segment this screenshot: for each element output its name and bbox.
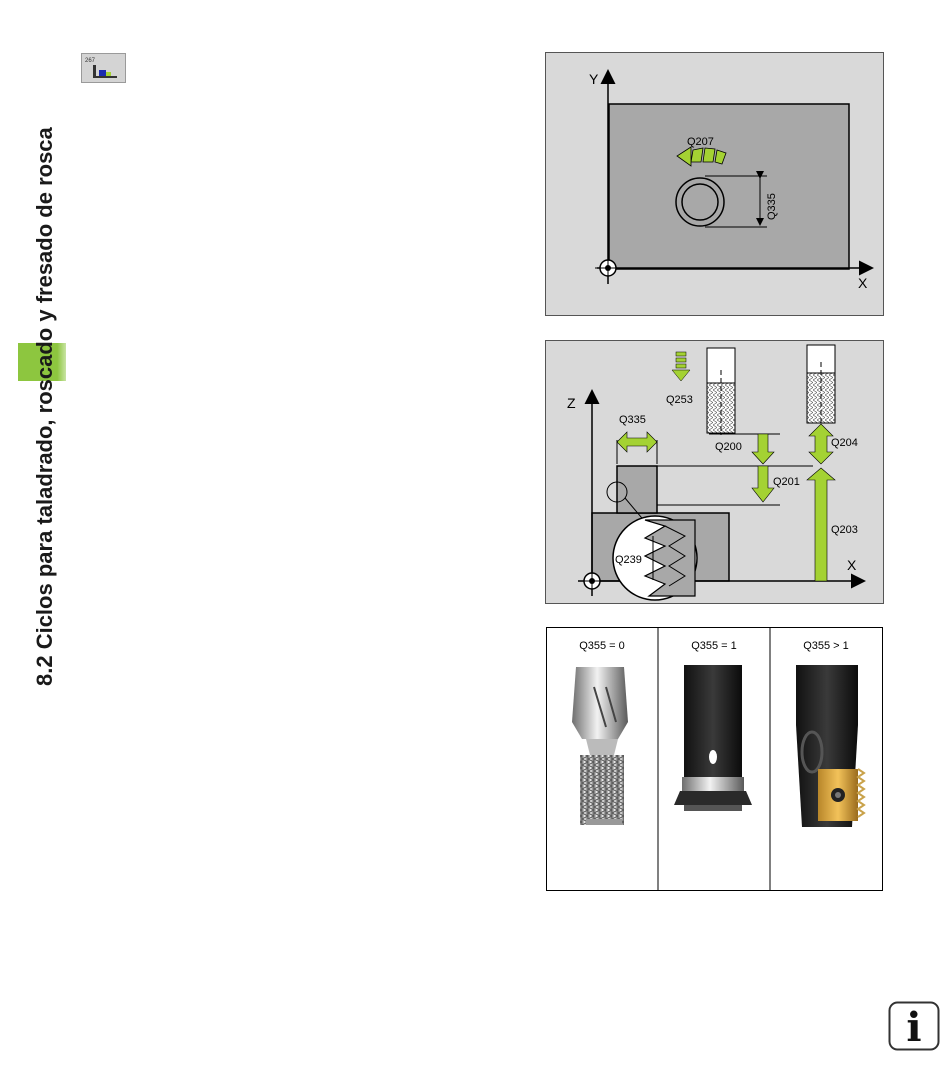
info-glyph: i (906, 1004, 922, 1051)
x-axis-label: X (858, 275, 868, 291)
q201-label: Q201 (773, 476, 800, 488)
q200-label: Q200 (715, 441, 742, 453)
cycle-267-softkey[interactable] (81, 53, 126, 83)
x-axis-label: X (847, 557, 857, 573)
q203-label: Q203 (831, 524, 858, 536)
z-axis-label: Z (567, 395, 576, 411)
q355-gt-1-label: Q355 > 1 (803, 640, 849, 652)
q253-label: Q253 (666, 394, 693, 406)
stud (617, 466, 657, 513)
q204-label: Q204 (831, 437, 858, 449)
thread-mill-tool-right (807, 345, 835, 425)
thread-mill-tool-left (707, 348, 735, 435)
chapter-heading: 8.2 Ciclos para taladrado, roscado y fresado de rosca (32, 127, 57, 686)
indexable-thread-mill-image (796, 665, 864, 827)
workpiece-rect (609, 104, 849, 269)
tool-comparison-figure (546, 627, 884, 892)
side-view-figure (545, 340, 884, 605)
y-axis-label: Y (589, 71, 599, 87)
q335-label: Q335 (619, 414, 646, 426)
q239-label: Q239 (615, 554, 642, 566)
cycle-number: 267 (85, 58, 96, 64)
info-icon[interactable] (888, 1001, 940, 1051)
q355-1-label: Q355 = 1 (691, 640, 737, 652)
chapter-side-title (18, 48, 66, 708)
top-view-figure (545, 52, 884, 317)
hole (676, 178, 724, 226)
q355-0-label: Q355 = 0 (579, 640, 625, 652)
single-plane-thread-mill-image (674, 665, 752, 811)
q207-label: Q207 (687, 136, 714, 148)
q335-label: Q335 (766, 193, 778, 220)
